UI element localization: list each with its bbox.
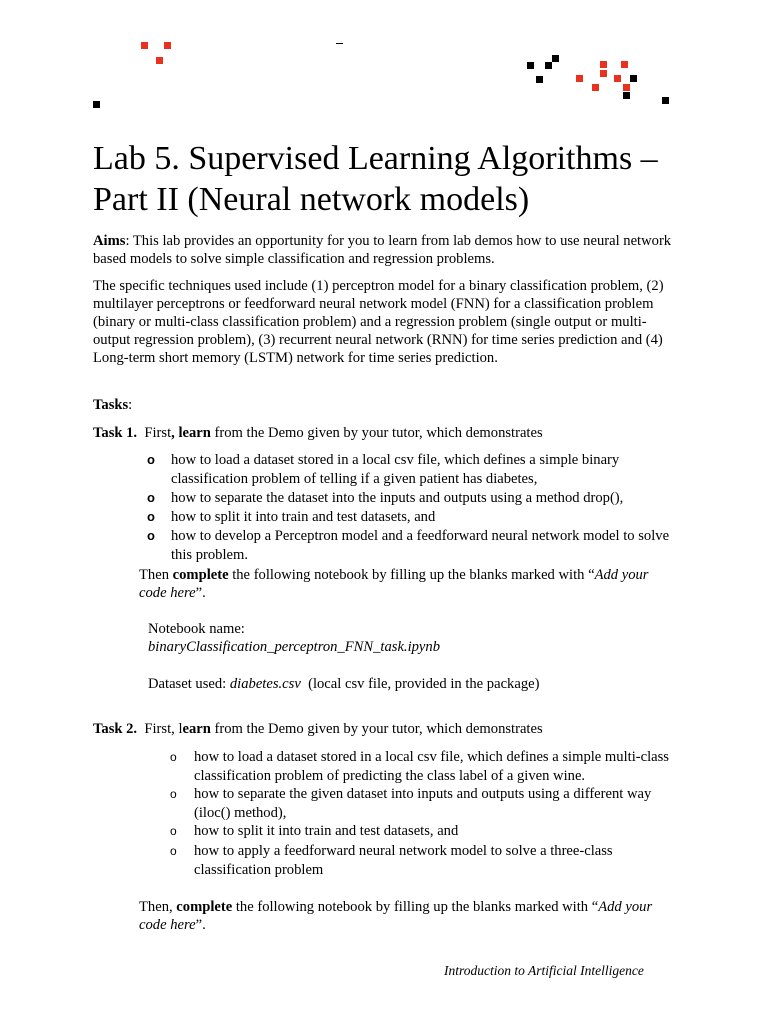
aims-text: : This lab provides an opportunity for you to learn from lab demos how to use neural network based models to solve simple classification and regression problems. [93, 233, 672, 267]
aims-paragraph [93, 232, 683, 268]
task1-bullet-text: how to load a dataset stored in a local csv file, which defines a simple binary classification problem of telling if a given patient has diabetes, [171, 452, 620, 487]
bullet-marker: o [170, 824, 177, 838]
bullet-marker: o [147, 528, 155, 543]
task2-bullet-text: how to separate the given dataset into inputs and outputs using a different way (iloc() method), [194, 786, 652, 821]
dataset-name: diabetes.csv [229, 676, 301, 692]
techniques-paragraph [93, 277, 683, 367]
task2-intro-post: from the Demo given by your tutor, which demonstrates [210, 721, 543, 737]
bullet-marker: o [170, 787, 177, 801]
tasks-suffix: : [128, 397, 133, 413]
task2-then-pre: Then, [139, 899, 177, 915]
dataset-info [148, 675, 668, 693]
task2-bullet-text: how to load a dataset stored in a local csv file, which defines a simple multi-class classification problem of predicting the class label of a given wine. [194, 749, 669, 784]
page-title: Lab 5. Supervised Learning Algorithms – Part II (Neural network models) [93, 140, 658, 218]
bullet-marker: o [147, 452, 155, 467]
aims-label: Aims [93, 233, 126, 249]
dataset-note: (local csv file, provided in the package) [300, 676, 540, 692]
task1-then-pre: Then [139, 567, 173, 583]
task2-then-end: ”. [195, 917, 206, 933]
task2-then-bold: complete [176, 899, 233, 915]
bullet-marker: o [170, 844, 177, 858]
bullet-marker: o [147, 490, 155, 505]
bullet-marker: o [170, 750, 177, 764]
task1-heading [93, 424, 543, 442]
tasks-heading [93, 396, 683, 414]
task1-bullet-text: how to split it into train and test datasets, and [171, 509, 436, 525]
task1-intro-post: from the Demo given by your tutor, which demonstrates [210, 425, 543, 441]
task1-label: Task 1. [93, 425, 138, 441]
task1-bullet-text: how to separate the dataset into the inputs and outputs using a method drop(), [171, 490, 624, 506]
task2-then-post: the following notebook by filling up the blanks marked with “ [232, 899, 599, 915]
task2-then-italic: Add your code here [139, 899, 653, 933]
techniques-text: The specific techniques used include (1) perceptron model for a binary classification problem, (2) multilayer perceptrons or feedforward neural network model (FNN) for a classification problem (binary or multi-class classification problem) and a regression problem (single output or multi-output regression problem), (3) recurrent neural network (RNN) for time series prediction and (4) Long-term short memory (LSTM) network for time series prediction. [93, 278, 664, 366]
task1-bullet-text: how to develop a Perceptron model and a feedforward neural network model to solve this problem. [171, 528, 670, 563]
task2-label: Task 2. [93, 721, 138, 737]
notebook-label: Notebook name: [148, 621, 245, 637]
task2-bullet-text: how to split it into train and test datasets, and [194, 823, 459, 839]
dataset-label: Dataset used: [148, 676, 230, 692]
task2-intro-bold: earn [182, 721, 211, 737]
page-footer: Introduction to Artificial Intelligence [444, 963, 644, 978]
task1-then-end: ”. [195, 585, 206, 601]
bullet-marker: o [147, 509, 155, 524]
task1-then-bold: complete [172, 567, 229, 583]
task1-intro-pre: First [144, 425, 172, 441]
task2-bullet-text: how to apply a feedforward neural network model to solve a three-class classification problem [194, 843, 613, 878]
task1-then-italic: Add your code here [139, 567, 649, 601]
task2-instruction [139, 898, 669, 934]
notebook-name: binaryClassification_perceptron_FNN_task.ipynb [148, 639, 440, 655]
tasks-label: Tasks [93, 397, 129, 413]
task1-then-post: the following notebook by filling up the blanks marked with “ [228, 567, 595, 583]
task2-intro-pre: First, l [144, 721, 183, 737]
task1-intro-bold: , learn [171, 425, 211, 441]
notebook-info [148, 620, 668, 656]
task2-heading [93, 720, 543, 738]
task1-instruction [139, 566, 669, 602]
